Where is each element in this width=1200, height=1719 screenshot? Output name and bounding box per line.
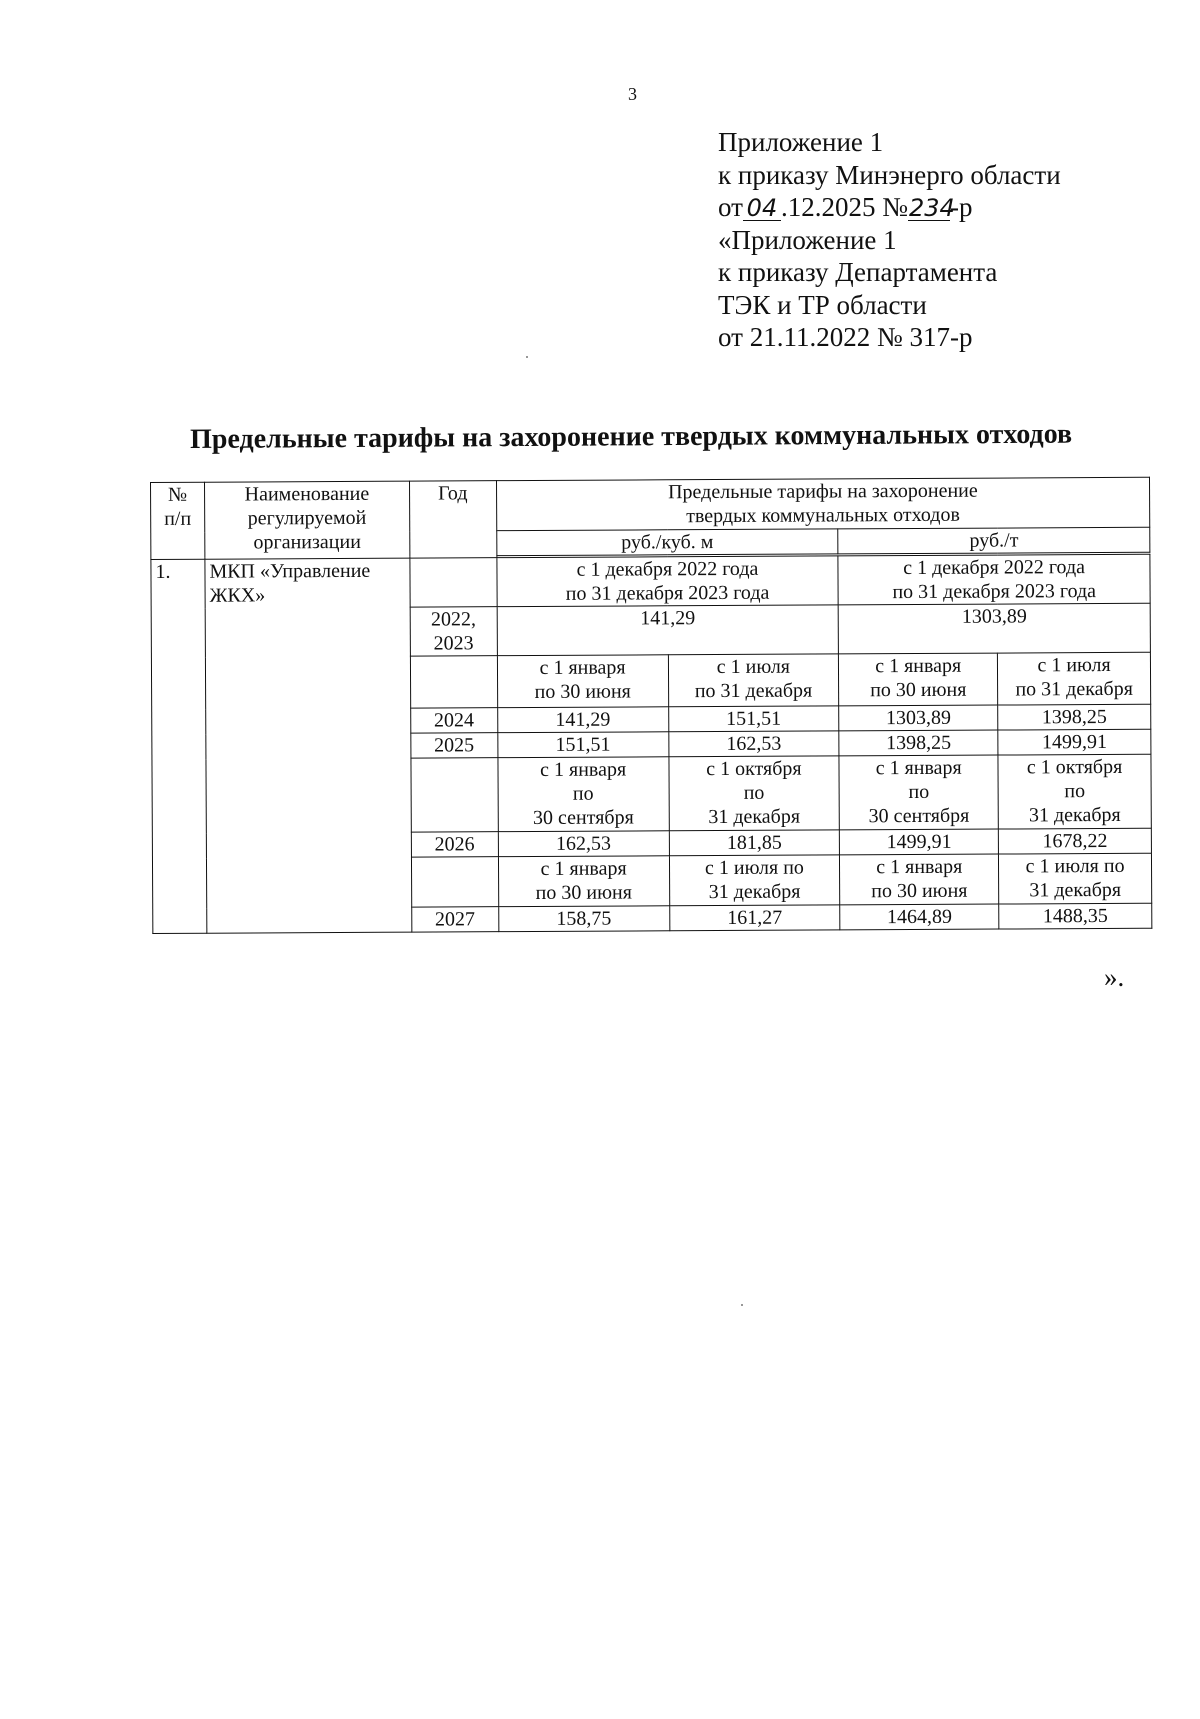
appendix-line-7: от 21.11.2022 № 317-р [718,322,973,352]
value-cell: 1464,89 [840,904,999,930]
period-2022-2023-m3: с 1 декабря 2022 года по 31 декабря 2023 года [497,556,839,607]
value-cell: 162,53 [668,731,839,757]
year-empty [411,758,498,832]
value-cell: 1398,25 [998,704,1151,730]
appendix-block [718,126,1061,354]
value-cell: 1488,35 [999,903,1152,929]
year-cell: 2027 [412,907,499,932]
appendix-line-3-prefix: от [718,192,743,222]
year-cell: 2026 [411,832,498,857]
header-unit-rub-per-m3: руб./куб. м [496,529,838,556]
header-year: Год [409,481,496,558]
header-unit-rub-per-t: руб./т [838,527,1150,554]
period-cell: с 1 января по 30 июня [840,854,999,905]
header-number: № п/п [151,482,205,559]
period-cell: с 1 июля по 31 декабря [669,855,840,906]
appendix-line-3 [718,191,1061,224]
value-cell: 1303,89 [839,705,998,731]
appendix-line-3-middle: .12.2025 № [780,192,908,222]
year-empty [410,656,497,708]
period-cell: с 1 июля по 31 декабря [998,652,1151,705]
value-cell: 161,27 [669,905,840,931]
year-cell: 2024 [410,708,497,733]
header-tariffs: Предельные тарифы на захоронение твердых коммунальных отходов [496,477,1150,530]
appendix-line-6: ТЭК и ТР области [718,289,927,320]
page-number: 3 [628,84,637,104]
period-2022-2023-t: с 1 декабря 2022 года по 31 декабря 2023 года [838,554,1150,605]
tariff-table [150,477,1152,934]
year-cell: 2025 [411,733,498,758]
tariff-table-wrapper [150,477,1152,934]
period-cell: с 1 октября по 31 декабря [668,756,839,831]
period-cell: с 1 января по 30 июня [839,653,998,706]
period-cell: с 1 января по 30 сентября [498,757,669,832]
value-cell: 1499,91 [840,829,999,855]
period-cell: с 1 января по 30 июня [498,856,669,907]
scan-speck [526,356,528,358]
year-empty [411,857,498,907]
appendix-line-3-suffix: -р [949,192,973,222]
value-cell: 1499,91 [998,729,1151,755]
value-cell: 151,51 [498,732,669,758]
handwritten-day: 04 [743,196,781,221]
header-organization: Наименование регулируемой организации [204,481,409,559]
value-cell: 1678,22 [998,828,1151,854]
value-cell: 1303,89 [838,603,1150,654]
value-cell: 151,51 [668,706,839,732]
appendix-line-5: к приказу Департамента [718,257,998,287]
scan-speck [741,1304,743,1306]
document-title: Предельные тарифы на захоронение твердых коммунальных отходов [190,418,1073,455]
handwritten-order-number: 234 [908,194,955,222]
period-cell: с 1 октября по 31 декабря [998,754,1151,829]
year-empty [410,558,497,607]
value-cell: 141,29 [497,605,839,656]
value-cell: 162,53 [498,831,669,857]
appendix-line-2: к приказу Минэнерго области [718,159,1061,190]
appendix-line-4: «Приложение 1 [718,224,897,255]
closing-quote: ». [1104,962,1125,992]
period-cell: с 1 января по 30 сентября [839,755,998,830]
org-number: 1. [151,559,207,933]
period-cell: с 1 января по 30 июня [497,655,668,708]
org-name: МКП «Управление ЖКХ» [205,558,412,933]
period-cell: с 1 июля по 31 декабря [999,853,1152,904]
period-cell: с 1 июля по 31 декабря [668,654,839,707]
appendix-line-1: Приложение 1 [718,127,884,157]
year-cell: 2022, 2023 [410,607,497,656]
value-cell: 158,75 [498,906,669,932]
value-cell: 181,85 [669,830,840,856]
value-cell: 141,29 [497,707,668,733]
value-cell: 1398,25 [839,730,998,756]
